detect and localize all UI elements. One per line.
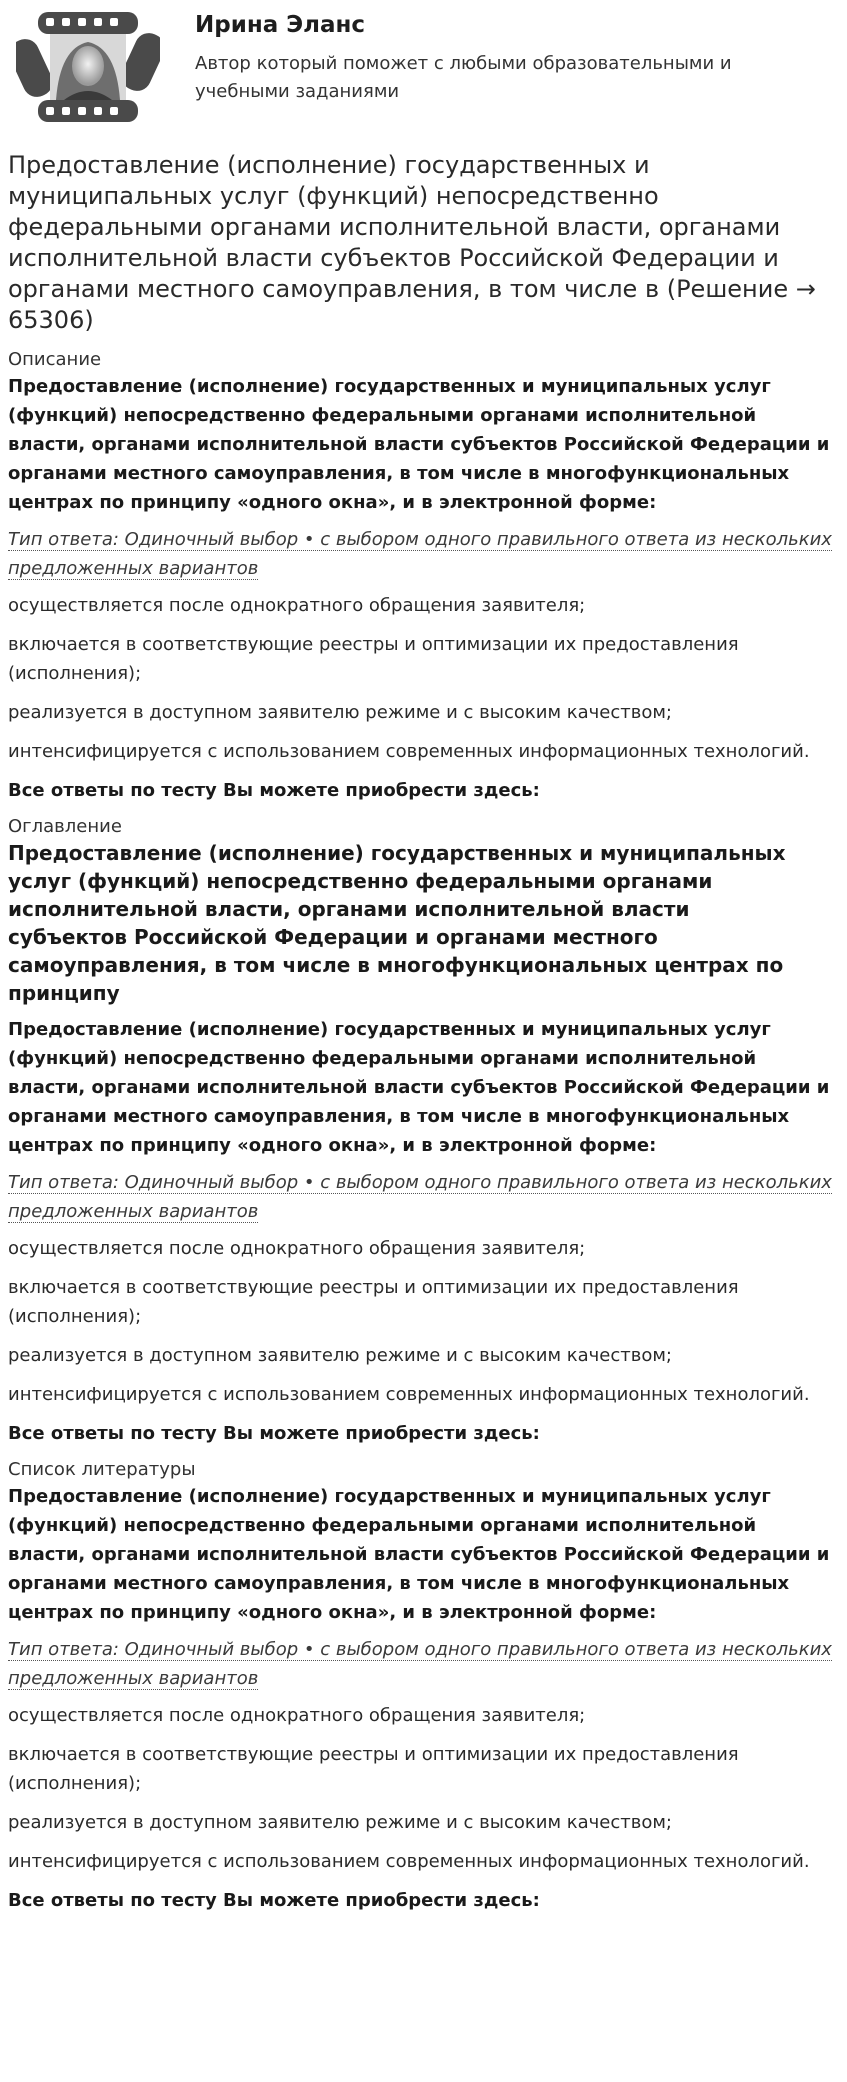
- question-text: Предоставление (исполнение) государственных и муниципальных услуг (функций) непосредственно федеральными органами исполнительной власти, органами исполнительной власти субъектов Российской Федерации и органами местного самоуправления, в том числе в многофункциональных центрах по принципу «одного окна», и в электронной форме:: [8, 376, 830, 513]
- answer-option: включается в соответствующие реестры и оптимизации их предоставления (исполнения);: [8, 1744, 739, 1794]
- answer-type: [8, 1635, 839, 1693]
- author-avatar[interactable]: [16, 8, 160, 126]
- literature-label: Список литературы: [8, 1459, 196, 1480]
- answer-option: реализуется в доступном заявителю режиме и с высоким качеством;: [8, 1812, 672, 1833]
- author-name[interactable]: Ирина Эланс: [195, 12, 366, 38]
- toc-heading: Предоставление (исполнение) государственных и муниципальных услуг (функций) непосредственно федеральными органами исполнительной власти, органами исполнительной власти субъектов Российской Федерации и органами местного самоуправления, в том числе в многофункциональных центрах по принципу: [8, 841, 786, 1005]
- answer-type-text: Тип ответа: Одиночный выбор • с выбором одного правильного ответа из нескольких предложенных вариантов: [8, 1639, 832, 1689]
- question-text: Предоставление (исполнение) государственных и муниципальных услуг (функций) непосредственно федеральными органами исполнительной власти, органами исполнительной власти субъектов Российской Федерации и органами местного самоуправления, в том числе в многофункциональных центрах по принципу «одного окна», и в электронной форме:: [8, 1019, 830, 1156]
- answer-option: интенсифицируется с использованием современных информационных технологий.: [8, 1851, 810, 1872]
- answer-option: осуществляется после однократного обращения заявителя;: [8, 595, 586, 616]
- answer-option: включается в соответствующие реестры и оптимизации их предоставления (исполнения);: [8, 634, 739, 684]
- answer-type: [8, 1168, 839, 1226]
- answer-option: осуществляется после однократного обращения заявителя;: [8, 1705, 586, 1726]
- answer-type-text: Тип ответа: Одиночный выбор • с выбором одного правильного ответа из нескольких предложенных вариантов: [8, 1172, 832, 1222]
- answer-type: [8, 525, 839, 583]
- toc-section: [8, 815, 839, 1448]
- answer-option: реализуется в доступном заявителю режиме и с высоким качеством;: [8, 702, 672, 723]
- author-description: Автор который поможет с любыми образовательными и учебными заданиями: [195, 53, 732, 102]
- description-section: [8, 348, 839, 805]
- buy-answers-note: Все ответы по тесту Вы можете приобрести здесь:: [8, 780, 540, 801]
- buy-answers-note: Все ответы по тесту Вы можете приобрести здесь:: [8, 1890, 540, 1911]
- question-text: Предоставление (исполнение) государственных и муниципальных услуг (функций) непосредственно федеральными органами исполнительной власти, органами исполнительной власти субъектов Российской Федерации и органами местного самоуправления, в том числе в многофункциональных центрах по принципу «одного окна», и в электронной форме:: [8, 1486, 830, 1623]
- answer-option: интенсифицируется с использованием современных информационных технологий.: [8, 741, 810, 762]
- description-label: Описание: [8, 349, 102, 370]
- buy-answers-note: Все ответы по тесту Вы можете приобрести здесь:: [8, 1423, 540, 1444]
- literature-section: [8, 1458, 839, 1915]
- answer-option: реализуется в доступном заявителю режиме и с высоким качеством;: [8, 1345, 672, 1366]
- answer-type-text: Тип ответа: Одиночный выбор • с выбором одного правильного ответа из нескольких предложенных вариантов: [8, 529, 832, 579]
- toc-label: Оглавление: [8, 816, 122, 837]
- answer-option: осуществляется после однократного обращения заявителя;: [8, 1238, 586, 1259]
- answer-option: интенсифицируется с использованием современных информационных технологий.: [8, 1384, 810, 1405]
- author-card: [8, 0, 839, 150]
- answer-option: включается в соответствующие реестры и оптимизации их предоставления (исполнения);: [8, 1277, 739, 1327]
- page-title: Предоставление (исполнение) государственных и муниципальных услуг (функций) непосредственно федеральными органами исполнительной власти, органами исполнительной власти субъектов Российской Федерации и органами местного самоуправления, в том числе в (Решение → 65306): [8, 151, 816, 334]
